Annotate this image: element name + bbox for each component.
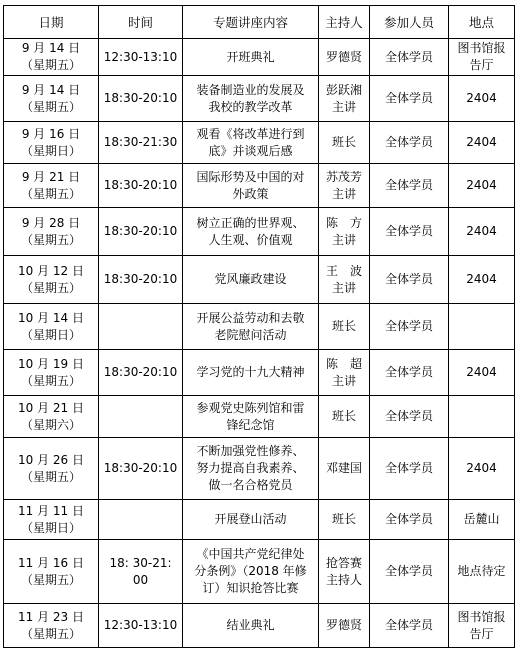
host-cell: 邓建国 bbox=[319, 438, 370, 500]
time-cell: 18:30-20:10 bbox=[99, 208, 183, 256]
location-cell: 2404 bbox=[449, 208, 515, 256]
date-cell: 9 月 16 日 （星期日） bbox=[4, 122, 99, 164]
attendees-cell: 全体学员 bbox=[370, 350, 449, 396]
date-cell: 9 月 14 日 （星期五） bbox=[4, 39, 99, 76]
location-cell: 岳麓山 bbox=[449, 500, 515, 540]
header-date: 日期 bbox=[4, 6, 99, 39]
table-row bbox=[4, 438, 515, 500]
date-cell: 9 月 28 日 （星期五） bbox=[4, 208, 99, 256]
host-cell: 罗德贤 bbox=[319, 39, 370, 76]
topic-cell: 参观党史陈列馆和雷 锋纪念馆 bbox=[183, 396, 319, 438]
host-cell: 班长 bbox=[319, 304, 370, 350]
attendees-cell: 全体学员 bbox=[370, 304, 449, 350]
header-host: 主持人 bbox=[319, 6, 370, 39]
location-cell bbox=[449, 396, 515, 438]
table-row bbox=[4, 76, 515, 122]
date-cell: 10 月 19 日 （星期五） bbox=[4, 350, 99, 396]
table-row bbox=[4, 304, 515, 350]
time-cell bbox=[99, 396, 183, 438]
attendees-cell: 全体学员 bbox=[370, 39, 449, 76]
attendees-cell: 全体学员 bbox=[370, 396, 449, 438]
table-row bbox=[4, 164, 515, 208]
attendees-cell: 全体学员 bbox=[370, 438, 449, 500]
topic-cell: 开展登山活动 bbox=[183, 500, 319, 540]
time-cell: 18:30-20:10 bbox=[99, 256, 183, 304]
host-cell: 罗德贤 bbox=[319, 604, 370, 648]
header-attendees: 参加人员 bbox=[370, 6, 449, 39]
location-cell: 2404 bbox=[449, 164, 515, 208]
table-header-row bbox=[4, 6, 515, 39]
host-cell: 彭跃湘 主讲 bbox=[319, 76, 370, 122]
attendees-cell: 全体学员 bbox=[370, 122, 449, 164]
attendees-cell: 全体学员 bbox=[370, 164, 449, 208]
attendees-cell: 全体学员 bbox=[370, 500, 449, 540]
host-cell: 王 波 主讲 bbox=[319, 256, 370, 304]
table-row bbox=[4, 540, 515, 604]
location-cell: 2404 bbox=[449, 122, 515, 164]
attendees-cell: 全体学员 bbox=[370, 604, 449, 648]
topic-cell: 观看《将改革进行到 底》并谈观后感 bbox=[183, 122, 319, 164]
topic-cell: 开班典礼 bbox=[183, 39, 319, 76]
attendees-cell: 全体学员 bbox=[370, 208, 449, 256]
time-cell: 12:30-13:10 bbox=[99, 39, 183, 76]
table-row bbox=[4, 350, 515, 396]
date-cell: 10 月 12 日 （星期五） bbox=[4, 256, 99, 304]
time-cell bbox=[99, 500, 183, 540]
time-cell: 18: 30-21: 00 bbox=[99, 540, 183, 604]
time-cell: 18:30-20:10 bbox=[99, 438, 183, 500]
table-row bbox=[4, 604, 515, 648]
host-cell: 抢答赛 主持人 bbox=[319, 540, 370, 604]
table-row bbox=[4, 39, 515, 76]
location-cell: 图书馆报 告厅 bbox=[449, 604, 515, 648]
header-location: 地点 bbox=[449, 6, 515, 39]
location-cell: 2404 bbox=[449, 438, 515, 500]
date-cell: 9 月 21 日 （星期五） bbox=[4, 164, 99, 208]
time-cell bbox=[99, 304, 183, 350]
date-cell: 11 月 11 日 （星期日） bbox=[4, 500, 99, 540]
location-cell: 地点待定 bbox=[449, 540, 515, 604]
table-row bbox=[4, 396, 515, 438]
attendees-cell: 全体学员 bbox=[370, 540, 449, 604]
location-cell: 2404 bbox=[449, 76, 515, 122]
topic-cell: 不断加强党性修养、 努力提高自我素养、 做一名合格党员 bbox=[183, 438, 319, 500]
time-cell: 18:30-20:10 bbox=[99, 76, 183, 122]
table-row bbox=[4, 256, 515, 304]
date-cell: 11 月 23 日 （星期五） bbox=[4, 604, 99, 648]
location-cell: 2404 bbox=[449, 256, 515, 304]
date-cell: 10 月 21 日 （星期六） bbox=[4, 396, 99, 438]
table-row bbox=[4, 122, 515, 164]
topic-cell: 党风廉政建设 bbox=[183, 256, 319, 304]
host-cell: 班长 bbox=[319, 122, 370, 164]
host-cell: 班长 bbox=[319, 396, 370, 438]
header-topic: 专题讲座内容 bbox=[183, 6, 319, 39]
attendees-cell: 全体学员 bbox=[370, 76, 449, 122]
topic-cell: 开展公益劳动和去敬 老院慰问活动 bbox=[183, 304, 319, 350]
time-cell: 18:30-20:10 bbox=[99, 164, 183, 208]
date-cell: 10 月 26 日 （星期五） bbox=[4, 438, 99, 500]
table-body bbox=[4, 39, 515, 648]
topic-cell: 装备制造业的发展及 我校的教学改革 bbox=[183, 76, 319, 122]
topic-cell: 国际形势及中国的对 外政策 bbox=[183, 164, 319, 208]
time-cell: 18:30-20:10 bbox=[99, 350, 183, 396]
attendees-cell: 全体学员 bbox=[370, 256, 449, 304]
lecture-schedule-table bbox=[3, 5, 515, 648]
time-cell: 18:30-21:30 bbox=[99, 122, 183, 164]
location-cell: 2404 bbox=[449, 350, 515, 396]
date-cell: 9 月 14 日 （星期五） bbox=[4, 76, 99, 122]
topic-cell: 结业典礼 bbox=[183, 604, 319, 648]
topic-cell: 学习党的十九大精神 bbox=[183, 350, 319, 396]
table-row bbox=[4, 208, 515, 256]
table-row bbox=[4, 500, 515, 540]
location-cell: 图书馆报 告厅 bbox=[449, 39, 515, 76]
date-cell: 11 月 16 日 （星期五） bbox=[4, 540, 99, 604]
date-cell: 10 月 14 日 （星期日） bbox=[4, 304, 99, 350]
host-cell: 班长 bbox=[319, 500, 370, 540]
topic-cell: 《中国共产党纪律处 分条例》（2018 年修 订）知识抢答比赛 bbox=[183, 540, 319, 604]
topic-cell: 树立正确的世界观、 人生观、价值观 bbox=[183, 208, 319, 256]
time-cell: 12:30-13:10 bbox=[99, 604, 183, 648]
host-cell: 苏茂芳 主讲 bbox=[319, 164, 370, 208]
location-cell bbox=[449, 304, 515, 350]
host-cell: 陈 方 主讲 bbox=[319, 208, 370, 256]
host-cell: 陈 超 主讲 bbox=[319, 350, 370, 396]
header-time: 时间 bbox=[99, 6, 183, 39]
